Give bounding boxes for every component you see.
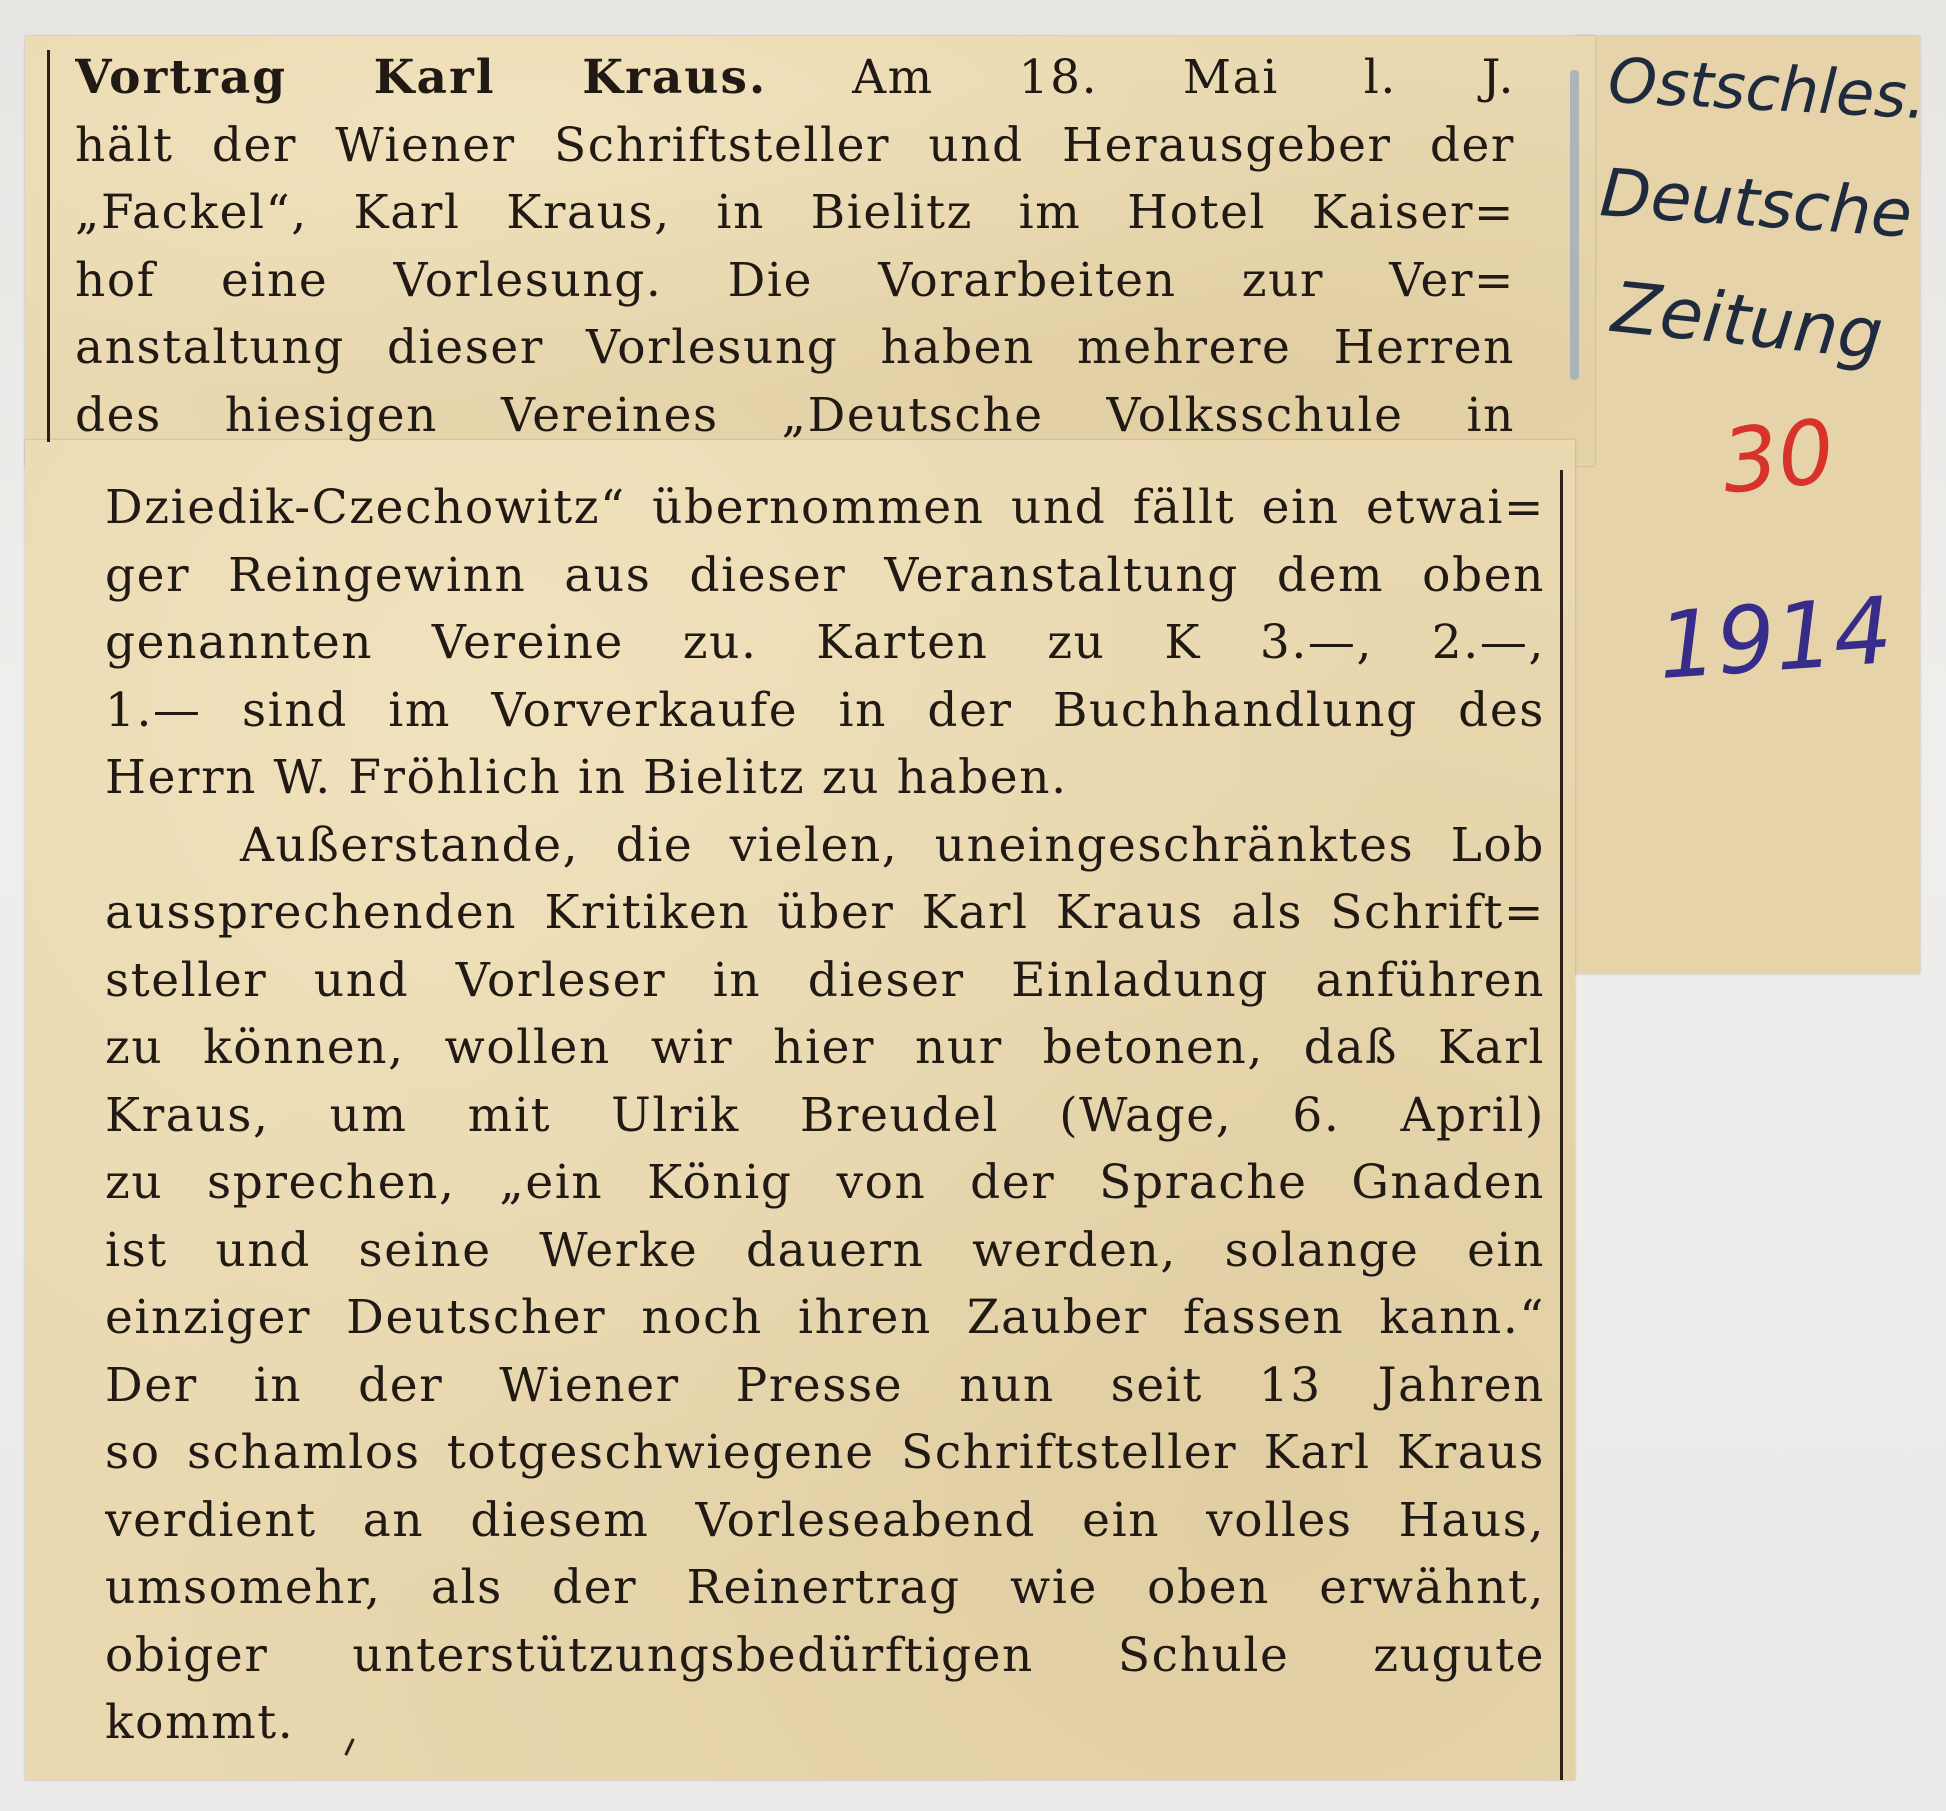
article-line: Herrn W. Fröhlich in Bielitz zu haben. [105, 750, 1068, 805]
article-line: Dziedik-Czechowitz“ übernommen und fällt ein etwai= [105, 480, 1545, 535]
article-line: umsomehr, als der Reinertrag wie oben erwähnt, [105, 1560, 1545, 1615]
article-line: Der in der Wiener Presse nun seit 13 Jahren [105, 1357, 1545, 1413]
article-line: verdient an diesem Vorleseabend ein volles Haus, [105, 1492, 1545, 1548]
article-line: hof eine Vorlesung. Die Vorarbeiten zur Ver= [75, 252, 1515, 308]
article-line: zu können, wollen wir hier nur betonen, daß Karl [105, 1020, 1545, 1075]
article-heading-line [75, 44, 1515, 112]
column-rule-right [1560, 470, 1563, 1780]
article-line: anstaltung dieser Vorlesung haben mehrere Herren [75, 320, 1515, 375]
article-line: so schamlos totgeschwiegene Schriftsteller Karl Kraus [105, 1425, 1545, 1480]
article-line: des hiesigen Vereines „Deutsche Volksschule in [75, 387, 1515, 443]
article-column-bottom [105, 474, 1545, 1757]
article-line: steller und Vorleser in dieser Einladung anführen [105, 952, 1545, 1008]
article-heading: Vortrag Karl Kraus. [75, 50, 768, 105]
article-column-top [75, 44, 1515, 449]
article-line-final: kommt. [105, 1695, 295, 1750]
article-line: Kraus, um mit Ulrik Breudel (Wage, 6. April) [105, 1087, 1545, 1143]
article-line: ger Reingewinn aus dieser Veranstaltung dem oben [105, 547, 1545, 603]
article-paragraph-start: Außerstande, die vielen, uneingeschränktes Lob [240, 817, 1545, 873]
article-line: genannten Vereine zu. Karten zu K 3.—, 2.—, [105, 615, 1545, 670]
annotation-number: 30 [1716, 399, 1840, 514]
annotation-year: 1914 [1654, 576, 1896, 701]
annotation-source-line-3: Zeitung [1608, 266, 1887, 376]
article-line: zu sprechen, „ein König von der Sprache Gnaden [105, 1155, 1545, 1210]
article-line: einziger Deutscher noch ihren Zauber fassen kann.“ [105, 1290, 1545, 1345]
article-line: 1.— sind im Vorverkaufe in der Buchhandlung des [105, 682, 1545, 738]
annotation-source-line-2: Deutsche [1597, 154, 1915, 253]
article-line: obiger unterstützungsbedürftigen Schule zugute [105, 1627, 1545, 1683]
article-line: ist und seine Werke dauern werden, solange ein [105, 1222, 1545, 1278]
annotation-source-line-1: Ostschles. [1606, 43, 1929, 134]
article-heading-rest: Am 18. Mai l. J. [852, 50, 1515, 105]
article-line: aussprechenden Kritiken über Karl Kraus als Schrift= [105, 885, 1545, 940]
column-rule-left [47, 50, 50, 442]
article-line: hält der Wiener Schriftsteller und Herausgeber der [75, 117, 1515, 173]
article-line: „Fackel“, Karl Kraus, in Bielitz im Hotel Kaiser= [75, 185, 1515, 240]
pencil-mark [1570, 70, 1579, 380]
